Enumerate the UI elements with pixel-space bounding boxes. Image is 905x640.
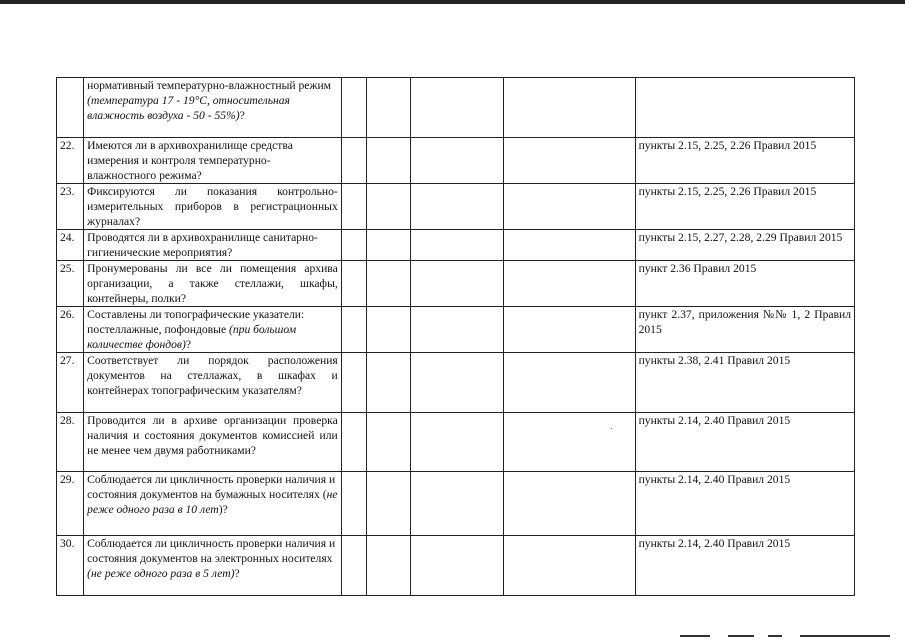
answer-cell-yes[interactable] bbox=[341, 230, 366, 261]
table-row bbox=[57, 138, 855, 184]
regulation-reference bbox=[635, 78, 854, 138]
question-text: Проводятся ли в архивохранилище санитарно-гигиенические мероприятия? bbox=[84, 230, 342, 261]
row-number: 29. bbox=[57, 472, 84, 536]
answer-cell-no[interactable] bbox=[366, 413, 410, 472]
answer-cell-comment[interactable] bbox=[503, 472, 635, 536]
regulation-reference: пункты 2.15, 2.25, 2.26 Правил 2015 bbox=[635, 184, 854, 230]
question-note: не реже одного раза в 10 лет bbox=[87, 488, 338, 516]
answer-cell-no[interactable] bbox=[366, 307, 410, 353]
answer-cell-yes[interactable] bbox=[341, 261, 366, 307]
regulation-reference: пункты 2.14, 2.40 Правил 2015 bbox=[635, 536, 854, 596]
table-row bbox=[57, 230, 855, 261]
regulation-reference: пункты 2.15, 2.27, 2.28, 2.29 Правил 2015 bbox=[635, 230, 854, 261]
answer-cell-not-applicable[interactable] bbox=[411, 413, 504, 472]
answer-cell-no[interactable] bbox=[366, 536, 410, 596]
question-note: (не реже одного раза в 5 лет) bbox=[87, 567, 235, 580]
row-number bbox=[57, 78, 84, 138]
answer-cell-comment[interactable] bbox=[503, 261, 635, 307]
answer-cell-no[interactable] bbox=[366, 184, 410, 230]
answer-cell-comment[interactable] bbox=[503, 413, 635, 472]
table-row bbox=[57, 536, 855, 596]
regulation-reference: пункт 2.36 Правил 2015 bbox=[635, 261, 854, 307]
row-number: 25. bbox=[57, 261, 84, 307]
answer-cell-comment[interactable] bbox=[503, 536, 635, 596]
answer-cell-not-applicable[interactable] bbox=[411, 184, 504, 230]
scan-edge-mark bbox=[800, 635, 890, 637]
question-text: Пронумерованы ли все ли помещения архива организации, а также стеллажи, шкафы, контейнеры, полки? bbox=[84, 261, 342, 307]
question-text: Фиксируются ли показания контрольно-измерительных приборов в регистрационных журналах? bbox=[84, 184, 342, 230]
row-number: 28. bbox=[57, 413, 84, 472]
answer-cell-comment[interactable] bbox=[503, 78, 635, 138]
answer-cell-not-applicable[interactable] bbox=[411, 230, 504, 261]
row-number: 23. bbox=[57, 184, 84, 230]
answer-cell-comment[interactable] bbox=[503, 353, 635, 413]
answer-cell-not-applicable[interactable] bbox=[411, 536, 504, 596]
table-row bbox=[57, 353, 855, 413]
answer-cell-not-applicable[interactable] bbox=[411, 307, 504, 353]
regulation-reference: пункты 2.14, 2.40 Правил 2015 bbox=[635, 472, 854, 536]
answer-cell-not-applicable[interactable] bbox=[411, 138, 504, 184]
question-note: (при большом количестве фондов) bbox=[87, 323, 297, 351]
answer-cell-yes[interactable] bbox=[341, 78, 366, 138]
row-number: 26. bbox=[57, 307, 84, 353]
row-number: 24. bbox=[57, 230, 84, 261]
answer-cell-not-applicable[interactable] bbox=[411, 472, 504, 536]
answer-cell-yes[interactable] bbox=[341, 413, 366, 472]
question-text: Соблюдается ли цикличность проверки наличия и состояния документов на электронных носителях (не реже одного раза в 5 лет)? bbox=[84, 536, 342, 596]
table-row bbox=[57, 184, 855, 230]
inspection-checklist-table bbox=[56, 77, 855, 596]
answer-cell-comment[interactable] bbox=[503, 307, 635, 353]
table-row bbox=[57, 307, 855, 353]
answer-cell-no[interactable] bbox=[366, 230, 410, 261]
answer-cell-yes[interactable] bbox=[341, 536, 366, 596]
regulation-reference: пункт 2.37, приложения №№ 1, 2 Правил 2015 bbox=[635, 307, 854, 353]
scan-edge-mark bbox=[680, 635, 710, 637]
table-row bbox=[57, 78, 855, 138]
scan-speck bbox=[611, 428, 612, 429]
answer-cell-yes[interactable] bbox=[341, 138, 366, 184]
answer-cell-yes[interactable] bbox=[341, 472, 366, 536]
answer-cell-not-applicable[interactable] bbox=[411, 261, 504, 307]
answer-cell-comment[interactable] bbox=[503, 184, 635, 230]
answer-cell-no[interactable] bbox=[366, 472, 410, 536]
scan-edge-mark bbox=[728, 635, 754, 637]
row-number: 22. bbox=[57, 138, 84, 184]
scan-edge-mark bbox=[768, 635, 782, 637]
answer-cell-no[interactable] bbox=[366, 138, 410, 184]
answer-cell-no[interactable] bbox=[366, 353, 410, 413]
regulation-reference: пункты 2.38, 2.41 Правил 2015 bbox=[635, 353, 854, 413]
answer-cell-no[interactable] bbox=[366, 261, 410, 307]
question-text: Проводится ли в архиве организации проверка наличия и состояния документов комиссией или не менее чем двумя работниками? bbox=[84, 413, 342, 472]
row-number: 30. bbox=[57, 536, 84, 596]
question-text: нормативный температурно-влажностный режим (температура 17 - 19°С, относительная влажность воздуха - 50 - 55%)? bbox=[84, 78, 342, 138]
table-row bbox=[57, 413, 855, 472]
regulation-reference: пункты 2.15, 2.25, 2.26 Правил 2015 bbox=[635, 138, 854, 184]
table-row bbox=[57, 261, 855, 307]
question-text: Соответствует ли порядок расположения документов на стеллажах, в шкафах и контейнерах топографическим указателям? bbox=[84, 353, 342, 413]
answer-cell-no[interactable] bbox=[366, 78, 410, 138]
answer-cell-not-applicable[interactable] bbox=[411, 353, 504, 413]
question-note: (температура 17 - 19°С, относительная влажность воздуха - 50 - 55%) bbox=[87, 94, 290, 122]
regulation-reference: пункты 2.14, 2.40 Правил 2015 bbox=[635, 413, 854, 472]
answer-cell-yes[interactable] bbox=[341, 307, 366, 353]
table-row bbox=[57, 472, 855, 536]
question-text: Имеются ли в архивохранилище средства измерения и контроля температурно-влажностного режима? bbox=[84, 138, 342, 184]
row-number: 27. bbox=[57, 353, 84, 413]
answer-cell-not-applicable[interactable] bbox=[411, 78, 504, 138]
answer-cell-comment[interactable] bbox=[503, 230, 635, 261]
question-text: Соблюдается ли цикличность проверки наличия и состояния документов на бумажных носителях (не реже одного раза в 10 лет)? bbox=[84, 472, 342, 536]
answer-cell-comment[interactable] bbox=[503, 138, 635, 184]
page-top-border bbox=[0, 0, 905, 4]
question-text: Составлены ли топографические указатели: постеллажные, пофондовые (при большом количестве фондов)? bbox=[84, 307, 342, 353]
answer-cell-yes[interactable] bbox=[341, 353, 366, 413]
answer-cell-yes[interactable] bbox=[341, 184, 366, 230]
